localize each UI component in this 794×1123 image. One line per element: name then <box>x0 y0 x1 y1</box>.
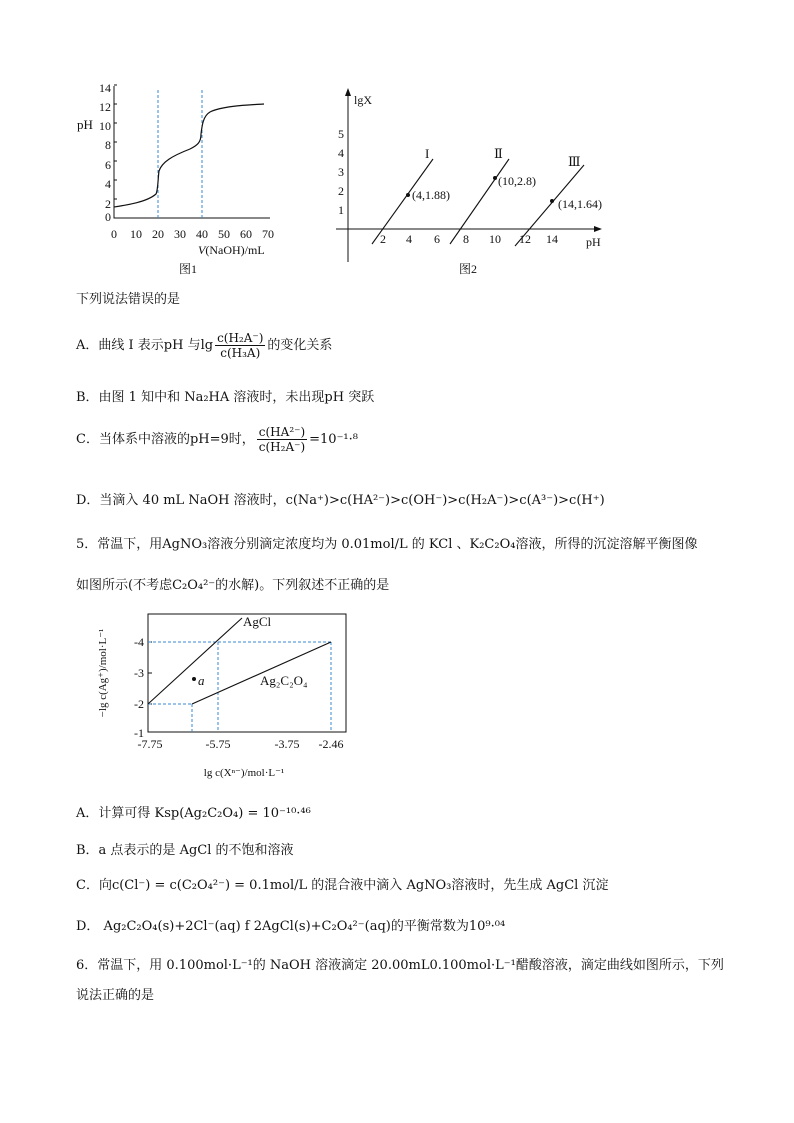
q4-c-fraction <box>257 425 307 454</box>
fig2-point-3 <box>550 199 554 203</box>
fig2-xtick: 14 <box>546 232 558 246</box>
q5-xtick: -2.46 <box>318 737 344 751</box>
q4-option-d: D．当滴入 40 mL NaOH 溶液时，c(Na⁺)>c(HA²⁻)>c(OH⁻)>c(H₂A⁻)>c(A³⁻)>c(H⁺) <box>76 493 605 508</box>
figure-1 <box>72 82 292 282</box>
fig1-titration-curve <box>114 104 264 207</box>
fig2-ytick: 3 <box>338 165 344 179</box>
q6-stem-line2: 说法正确的是 <box>76 988 155 1003</box>
fig2-yticks <box>338 127 344 217</box>
q5-point-a-label: a <box>198 673 205 688</box>
fig1-ytick: 10 <box>99 119 111 133</box>
fig2-ytick: 2 <box>338 184 344 198</box>
q5-xtick: -3.75 <box>274 737 300 751</box>
q4-option-c <box>76 423 358 457</box>
q5-label-agcl: AgCl <box>243 614 272 629</box>
q4-a-fraction <box>215 331 265 360</box>
figure-2 <box>328 86 618 282</box>
fig2-point-2 <box>493 176 497 180</box>
q5-ylabel: −lg c(Ag⁺)/mol·L⁻¹ <box>97 628 109 718</box>
q5-line-agcl <box>148 618 242 704</box>
q6-stem-line1: 6．常温下，用 0.100mol·L⁻¹的 NaOH 溶液滴定 20.00mL0.100mol·L⁻¹醋酸溶液，滴定曲线如图所示，下列 <box>76 958 724 973</box>
q5-label-ag2c2o4: Ag₂C₂O₄ <box>260 673 308 688</box>
fig2-ytick: 1 <box>338 203 344 217</box>
q4-c-num: c(HA²⁻) <box>258 425 306 439</box>
fig2-xtick: 12 <box>519 232 531 246</box>
q5-ytick: -1 <box>134 726 144 740</box>
fig1-xlabel <box>198 243 265 257</box>
fig1-xtick: 70 <box>262 227 274 241</box>
q4-c-prefix: C．当体系中溶液的pH=9时， <box>76 432 255 447</box>
fig1-ytick: 6 <box>105 158 111 172</box>
fig1-xtick: 40 <box>196 227 208 241</box>
q5-xtick: -7.75 <box>137 737 163 751</box>
q5-ytick: -3 <box>134 666 144 680</box>
fig2-point-1 <box>406 193 410 197</box>
fig1-xtick: 50 <box>218 227 230 241</box>
fig1-xlabel-rest: (NaOH)/mL <box>205 243 265 257</box>
q5-plot-frame <box>148 614 346 732</box>
q5-stem-line1: 5．常温下，用AgNO₃溶液分别滴定浓度均为 0.01mol/L 的 KCl 、K₂C₂O₄溶液，所得的沉淀溶解平衡图像 <box>76 537 698 552</box>
fig1-xtick: 30 <box>174 227 186 241</box>
q5-tick-marks <box>148 642 152 704</box>
fig1-yticks <box>99 82 111 224</box>
q4-c-den: c(H₂A⁻) <box>258 440 306 454</box>
fig2-ytick: 4 <box>338 146 344 160</box>
fig1-ytick: 0 <box>105 210 111 224</box>
fig1-xtick: 60 <box>240 227 252 241</box>
fig1-axes <box>114 86 270 218</box>
q5-option-d: D． Ag₂C₂O₄(s)+2Cl⁻(aq) f 2AgCl(s)+C₂O₄²⁻(aq)的平衡常数为10⁹·⁰⁴ <box>76 919 506 934</box>
fig2-point-label-1: (4,1.88) <box>412 188 450 202</box>
fig1-xtick: 10 <box>130 227 142 241</box>
fig2-point-label-2: (10,2.8) <box>498 174 536 188</box>
q5-option-a: A．计算可得 Ksp(Ag₂C₂O₄) = 10⁻¹⁰·⁴⁶ <box>76 806 311 821</box>
q4-c-suffix: =10⁻¹·⁸ <box>309 432 358 447</box>
fig1-ytick: 14 <box>99 82 111 95</box>
q5-ytick: -4 <box>134 635 144 649</box>
fig1-ylabel: pH <box>77 117 93 132</box>
fig1-xlabel-v: V <box>198 243 206 257</box>
fig2-line-label-3: Ⅲ <box>568 154 581 169</box>
q5-yticks <box>134 635 144 740</box>
fig1-xticks <box>111 227 274 241</box>
fig2-xtick: 6 <box>434 232 440 246</box>
q4-option-a <box>76 330 332 362</box>
q4-a-prefix: A．曲线 I 表示pH 与lg <box>76 338 214 353</box>
fig2-xtick: 10 <box>489 232 501 246</box>
fig2-line-label-1: I <box>425 146 430 161</box>
fig1-caption: 图1 <box>178 262 198 276</box>
q5-option-c: C．向c(Cl⁻) = c(C₂O₄²⁻) = 0.1mol/L 的混合液中滴入 AgNO₃溶液时，先生成 AgCl 沉淀 <box>76 878 609 893</box>
fig2-xticks <box>380 232 558 246</box>
q4-a-num: c(H₂A⁻) <box>217 331 264 345</box>
fig2-line-label-2: Ⅱ <box>494 146 503 161</box>
fig1-xtick: 20 <box>152 227 164 241</box>
fig2-xtick: 2 <box>380 232 386 246</box>
q4-a-suffix: 的变化关系 <box>267 338 333 353</box>
fig2-point-label-3: (14,1.64) <box>558 197 602 211</box>
fig2-xtick: 8 <box>463 232 469 246</box>
q4-option-b: B．由图 1 知中和 Na₂HA 溶液时，未出现pH 突跃 <box>76 390 375 405</box>
fig1-ytick: 4 <box>105 177 111 191</box>
q5-xlabel: lg c(Xⁿ⁻)/mol·L⁻¹ <box>203 767 285 779</box>
fig1-ytick: 2 <box>105 197 111 211</box>
fig1-ytick: 8 <box>105 138 111 152</box>
fig2-xlabel: pH <box>586 235 601 249</box>
fig1-ytick: 12 <box>99 100 111 114</box>
q5-stem-line2: 如图所示(不考虑C₂O₄²⁻的水解)。下列叙述不正确的是 <box>76 578 390 593</box>
q5-point-a <box>192 677 196 681</box>
fig2-x-arrow <box>594 226 602 232</box>
fig2-xtick: 4 <box>406 232 412 246</box>
q5-option-b: B．a 点表示的是 AgCl 的不饱和溶液 <box>76 843 294 858</box>
q5-xtick: -5.75 <box>205 737 231 751</box>
fig2-caption: 图2 <box>458 262 478 276</box>
fig2-ytick: 5 <box>338 127 344 141</box>
fig2-ylabel: lgX <box>354 93 372 107</box>
q5-chart <box>84 606 354 796</box>
fig1-xtick: 0 <box>111 227 117 241</box>
q5-ytick: -2 <box>134 697 144 711</box>
q4-a-den: c(H₃A) <box>220 346 261 360</box>
fig2-y-arrow <box>345 88 351 96</box>
q5-xticks <box>138 737 344 751</box>
q4-stem: 下列说法错误的是 <box>76 292 181 307</box>
